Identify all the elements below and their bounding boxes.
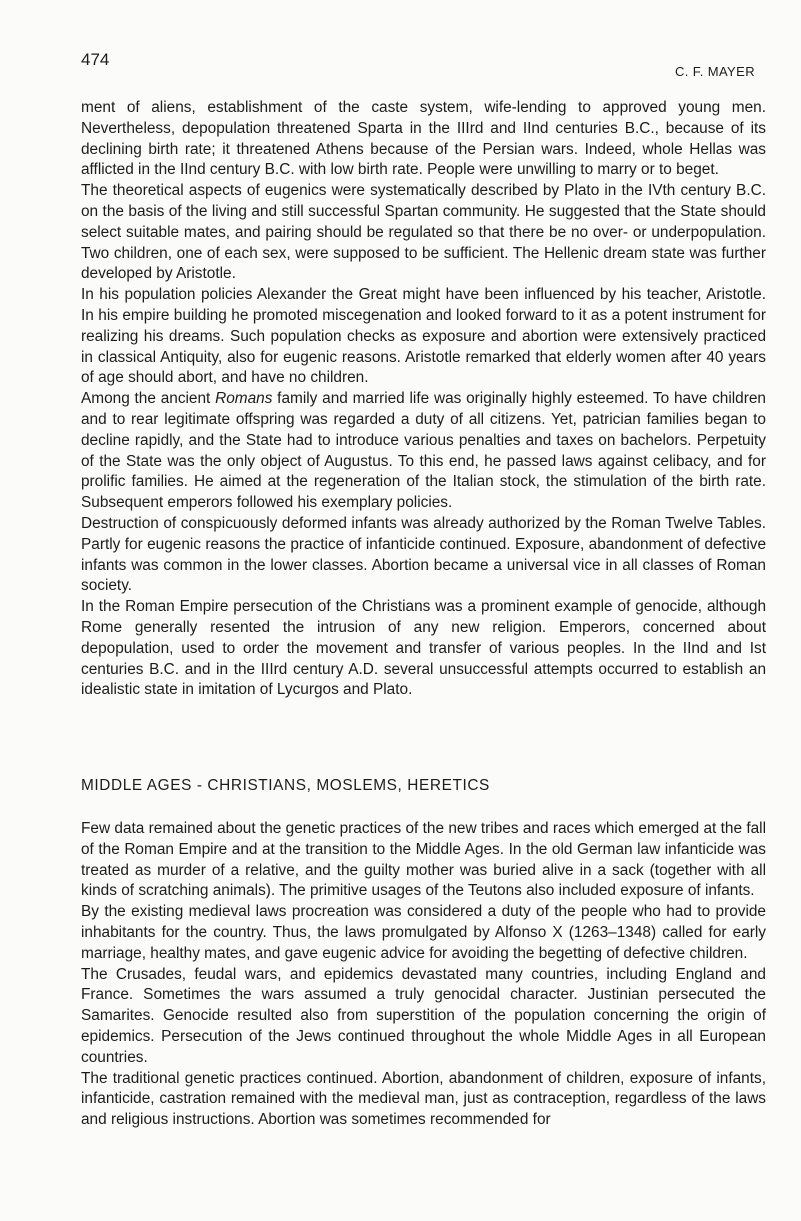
paragraph-romans xyxy=(81,389,766,514)
section-body-text xyxy=(81,819,766,1131)
italic-term: Romans xyxy=(215,390,273,408)
paragraph: The Crusades, feudal wars, and epidemics devastated many countries, including England and France. Sometimes the wars assumed a truly genocidal character. Justinian persecuted the Samarites. Genocide resulted also from superstition of the population concerning the origin of epidemics. Persecution of the Jews continued throughout the whole Middle Ages in all European countries. xyxy=(81,965,766,1066)
paragraph: By the existing medieval laws procreation was considered a duty of the people who had to provide inhabitants for the country. Thus, the laws promulgated by Alfonso X (1263–1348) called for early marriage, healthy mates, and gave eugenic advice for avoiding the begetting of defective children. xyxy=(81,903,766,962)
section-heading: MIDDLE AGES - CHRISTIANS, MOSLEMS, HERETICS xyxy=(81,777,490,794)
paragraph: Few data remained about the genetic practices of the new tribes and races which emerged at the fall of the Roman Empire and at the transition to the Middle Ages. In the old German law infanticide was treated as murder of a relative, and the guilty mother was buried alive in a sack (together with all kinds of scratching animals). The primitive usages of the Teutons also included exposure of infants. xyxy=(81,820,766,900)
paragraph: Destruction of conspicuously deformed infants was already authorized by the Roman Twelve Tables. Partly for eugenic reasons the practice of infanticide continued. Exposure, abandonment of defective infants was common in the lower classes. Abortion became a universal vice in all classes of Roman society. xyxy=(81,514,766,595)
paragraph: In his population policies Alexander the Great might have been influenced by his teacher, Aristotle. In his empire building he promoted miscegenation and looked forward to it as a potent instrument for realizing his dreams. Such population checks as exposure and abortion were extensively practiced in classical Antiquity, also for eugenic reasons. Aristotle remarked that elderly women after 40 years of age should abort, and have no children. xyxy=(81,286,766,387)
paragraph: ment of aliens, establishment of the caste system, wife-lending to approved young men. Nevertheless, depopulation threatened Sparta in the IIIrd and IInd centuries B.C., because of its declining birth rate; it threatened Athens because of the Persian wars. Indeed, whole Hellas was afflicted in the IInd century B.C. with low birth rate. People were unwilling to marry or to beget. xyxy=(81,99,766,179)
paragraph: The traditional genetic practices continued. Abortion, abandonment of children, exposure of infants, infanticide, castration remained with the medieval man, just as contraception, regardless of the laws and religious instructions. Abortion was sometimes recommended for xyxy=(81,1069,766,1129)
text-run: family and married life was originally highly esteemed. To have children and to rear legitimate offspring was regarded a duty of all citizens. Yet, patrician families began to decline rapidly, and the State had to introduce various penalties and taxes on bachelors. Perpetuity of the State was the only object of Augustus. To this end, he passed laws against celibacy, and for prolific families. He aimed at the regeneration of the Italian stock, the stimulation of the birth rate. Subsequent emperors followed his exemplary policies. xyxy=(81,390,766,512)
body-text xyxy=(81,98,766,701)
running-head: C. F. MAYER xyxy=(674,64,755,79)
paragraph: The theoretical aspects of eugenics were systematically described by Plato in the IVth century B.C. on the basis of the living and still successful Spartan community. He suggested that the State should select suitable mates, and pairing should be regulated so that there be no over- or underpopulation. Two children, one of each sex, were supposed to be sufficient. The Hellenic dream state was further developed by Aristotle. xyxy=(81,182,766,283)
page-number: 474 xyxy=(81,50,110,69)
paragraph: In the Roman Empire persecution of the Christians was a prominent example of genocide, although Rome generally resented the intrusion of any new religion. Emperors, concerned about depopulation, used to order the movement and transfer of various peoples. In the IInd and Ist centuries B.C. and in the IIIrd century A.D. several unsuccessful attempts occurred to establish an idealistic state in imitation of Lycurgos and Plato. xyxy=(81,598,766,699)
text-run: Among the ancient xyxy=(81,390,216,408)
